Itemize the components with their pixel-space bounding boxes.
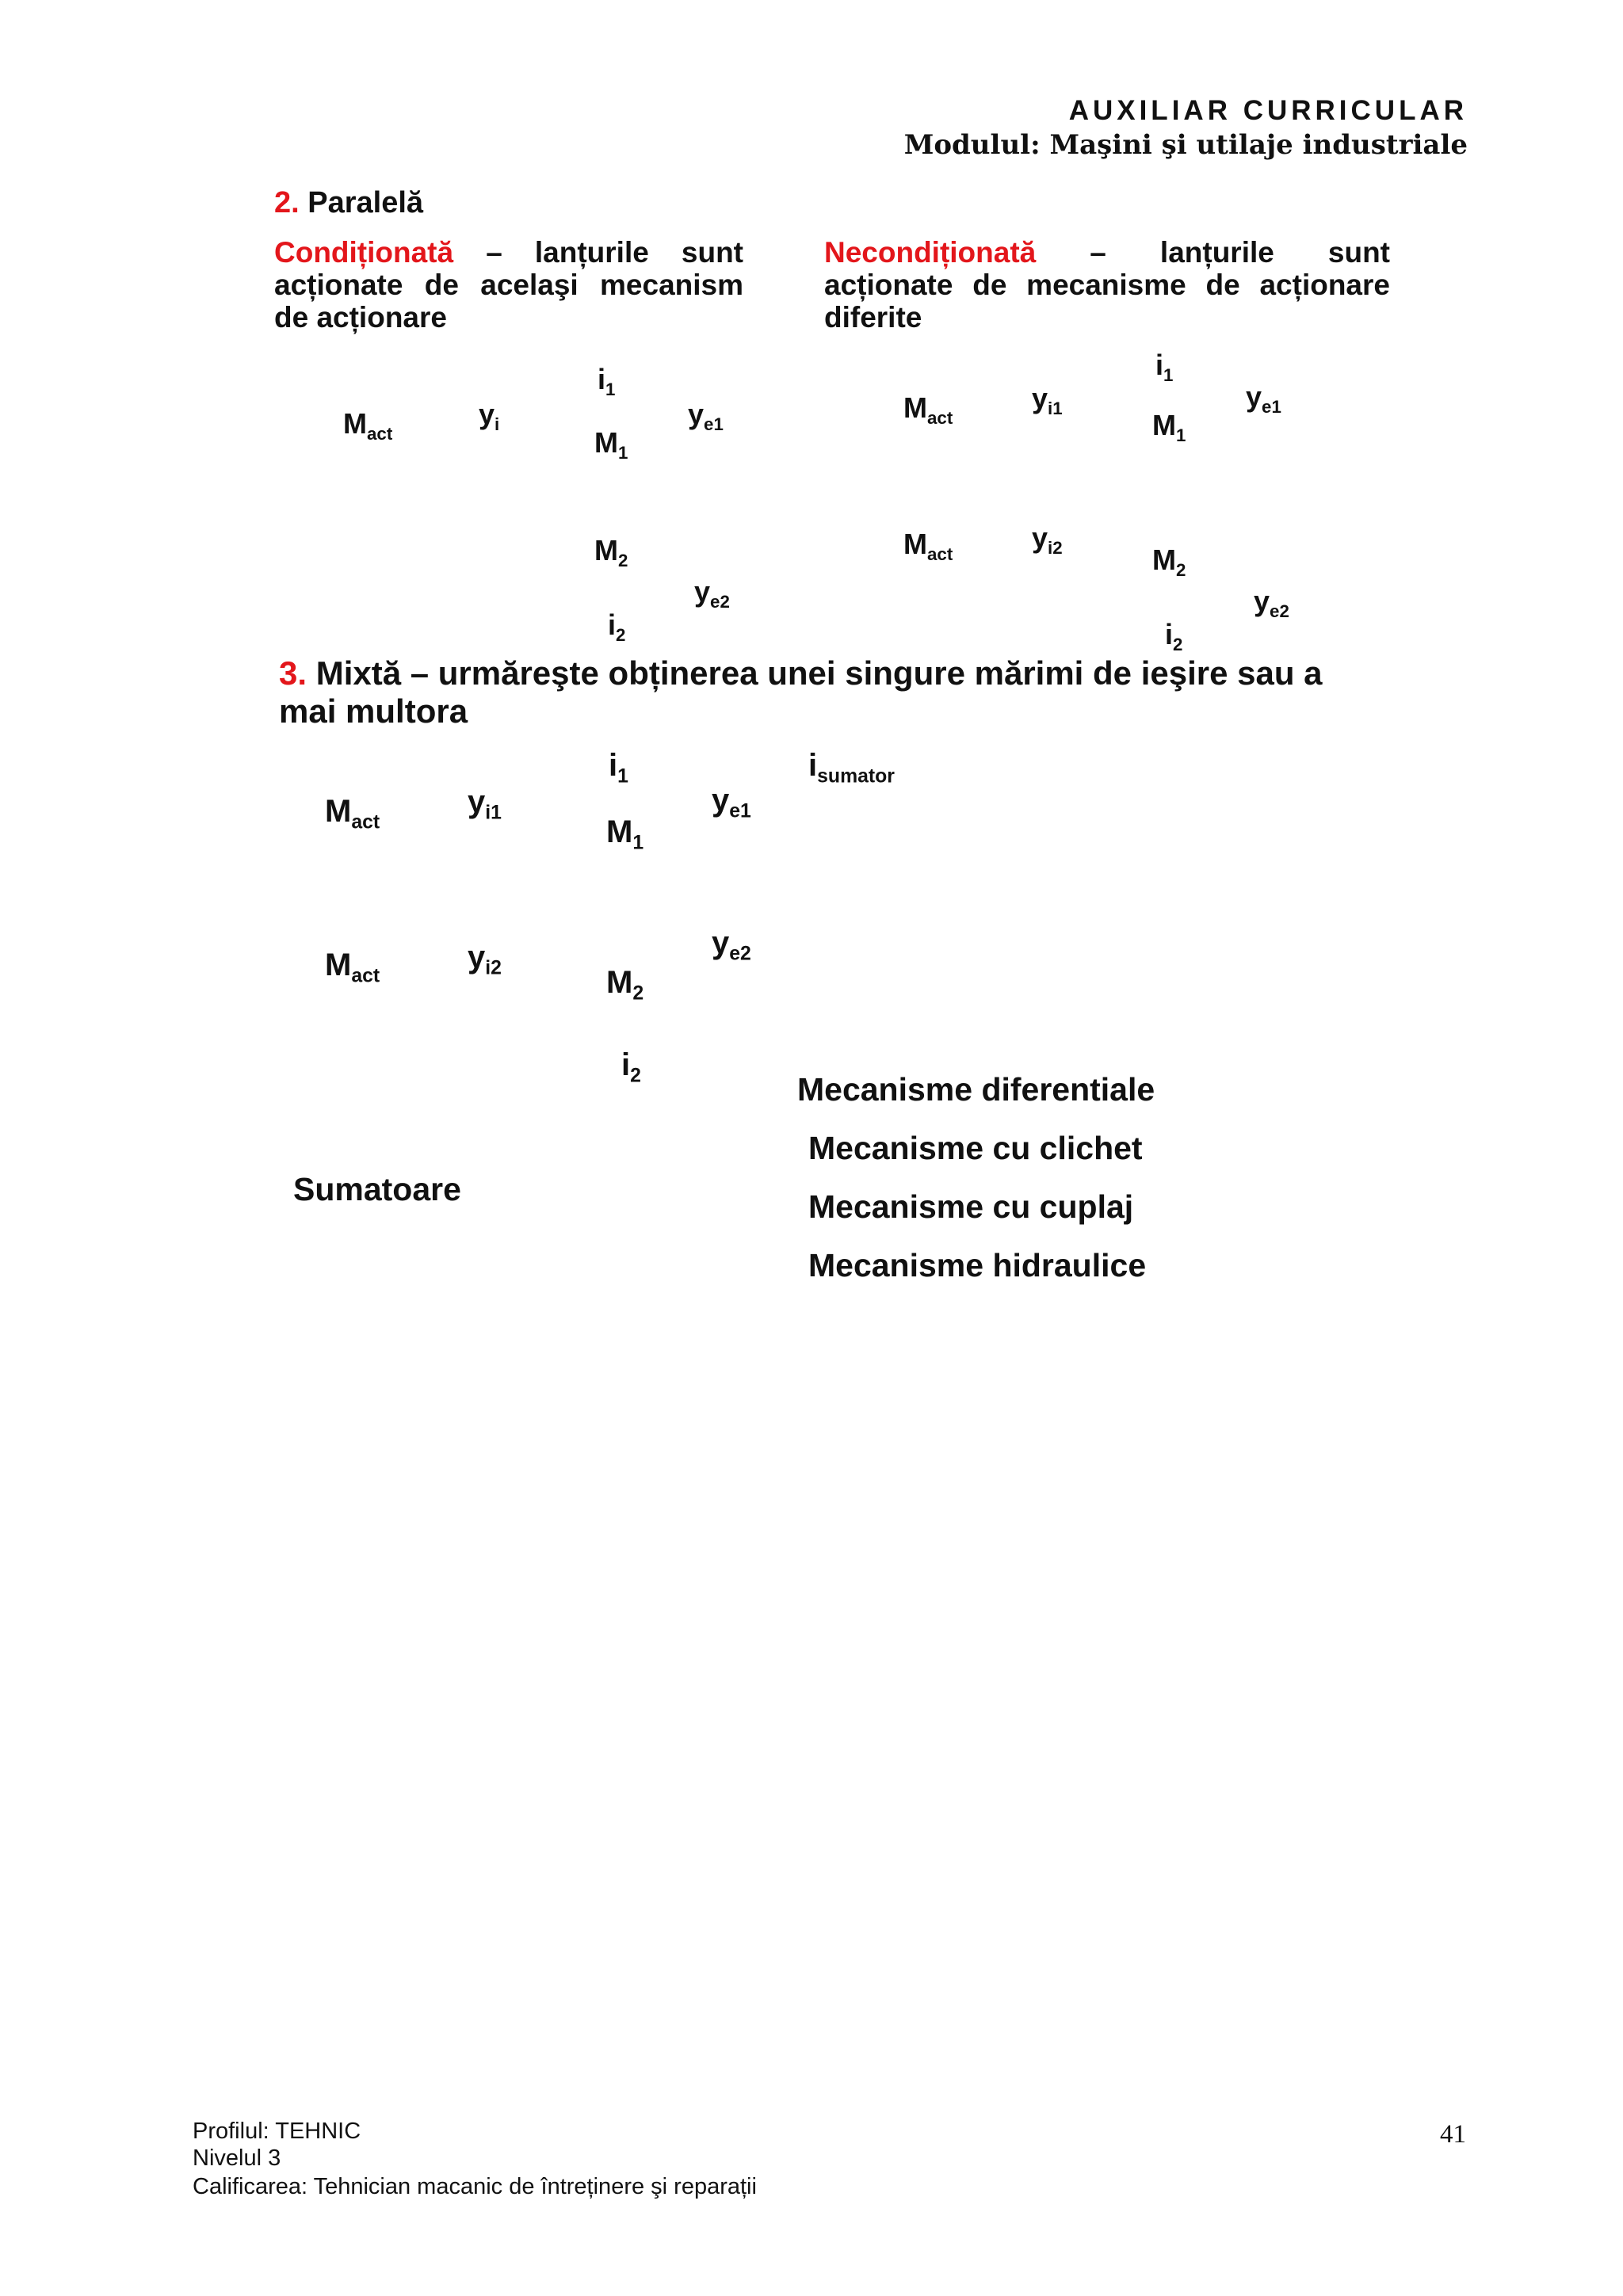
- dr-m2-label: $M_2$: [1152, 543, 1186, 580]
- dr-mact1-label: $M_{act}$: [903, 391, 953, 428]
- section2-title: Paralelă: [307, 186, 424, 219]
- conditioned-line1: – lanțurile sunt: [486, 236, 744, 269]
- mechanism-item: Mecanisme diferentiale: [797, 1071, 1155, 1108]
- dl-ye1-label: $y_{e1}$: [688, 398, 724, 434]
- dl-ye2-label: $y_{e2}$: [694, 575, 730, 612]
- dm-ye2-label: $y_{e2}$: [712, 925, 751, 965]
- dm-yi2-label: $y_{i2}$: [468, 940, 502, 979]
- dr-i2-label: $i_2$: [1165, 618, 1183, 654]
- mechanism-item: Mecanisme hidraulice: [808, 1247, 1147, 1283]
- mechanism-item: Mecanisme cu clichet: [808, 1130, 1143, 1166]
- dm-mact1-label: $M_{act}$: [325, 794, 380, 833]
- dr-mact2-label: $M_{act}$: [903, 528, 953, 564]
- section3-line1: Mixtă – urmăreşte obținerea unei singure mărimi de ieşire sau a: [315, 654, 1323, 692]
- section3-number: 3.: [279, 654, 307, 692]
- unconditioned-line2: acționate de mecanisme de acționare: [824, 269, 1390, 301]
- page-number: 41: [1440, 2120, 1466, 2149]
- section3-heading: [279, 654, 1323, 730]
- conditioned-paragraph: [274, 236, 743, 334]
- dm-m1-label: $M_1$: [606, 814, 644, 854]
- header-title: AUXILIAR CURRICULAR: [1068, 95, 1468, 126]
- unconditioned-word1: lanțurile: [1159, 236, 1274, 269]
- unconditioned-paragraph: [824, 236, 1390, 334]
- section2-heading: [274, 186, 423, 220]
- conditioned-term: Condiționată: [274, 236, 454, 269]
- unconditioned-line3: diferite: [824, 301, 922, 334]
- dl-mact-label: $M_{act}$: [343, 407, 393, 444]
- dm-i2-label: $i_2$: [621, 1047, 641, 1087]
- unconditioned-dash: –: [1090, 236, 1106, 269]
- dm-yi1-label: $y_{i1}$: [468, 784, 502, 824]
- dl-m1-label: $M_1$: [594, 426, 628, 463]
- mechanism-item: Mecanisme cu cuplaj: [808, 1188, 1134, 1225]
- conditioned-line2: acționate de acelaşi mecanism: [274, 269, 743, 301]
- footer-profile: Profilul: TEHNIC: [193, 2119, 361, 2144]
- dl-yi-label: $y_i$: [479, 398, 500, 434]
- section2-number: 2.: [274, 186, 300, 219]
- header-subtitle: Modulul: Maşini şi utilaje industriale: [903, 129, 1468, 161]
- dr-yi1-label: $y_{i1}$: [1032, 382, 1063, 418]
- dr-yi2-label: $y_{i2}$: [1032, 521, 1063, 558]
- conditioned-line3: de acționare: [274, 301, 447, 334]
- dl-i1-label: $i_1$: [598, 363, 616, 399]
- dr-ye1-label: $y_{e1}$: [1246, 380, 1281, 417]
- unconditioned-word2: sunt: [1327, 236, 1390, 269]
- dm-ye1-label: $y_{e1}$: [712, 783, 751, 822]
- section3-line2: mai multora: [279, 692, 468, 730]
- dr-i1-label: $i_1$: [1155, 349, 1174, 385]
- dm-isum-label: $i_{sumator}$: [808, 748, 895, 788]
- dm-m2-label: $M_2$: [606, 965, 644, 1005]
- summators-label: Sumatoare: [293, 1171, 461, 1207]
- dl-i2-label: $i_2$: [608, 608, 626, 645]
- dr-ye2-label: $y_{e2}$: [1254, 585, 1289, 621]
- dm-mact2-label: $M_{act}$: [325, 948, 380, 987]
- footer-qualification: Calificarea: Tehnician macanic de întreținere şi reparații: [193, 2174, 757, 2199]
- footer-level: Nivelul 3: [193, 2145, 281, 2171]
- dr-m1-label: $M_1$: [1152, 409, 1186, 445]
- dl-m2-label: $M_2$: [594, 534, 628, 570]
- dm-i1-label: $i_1$: [609, 748, 628, 788]
- unconditioned-term: Necondiționată: [824, 236, 1037, 269]
